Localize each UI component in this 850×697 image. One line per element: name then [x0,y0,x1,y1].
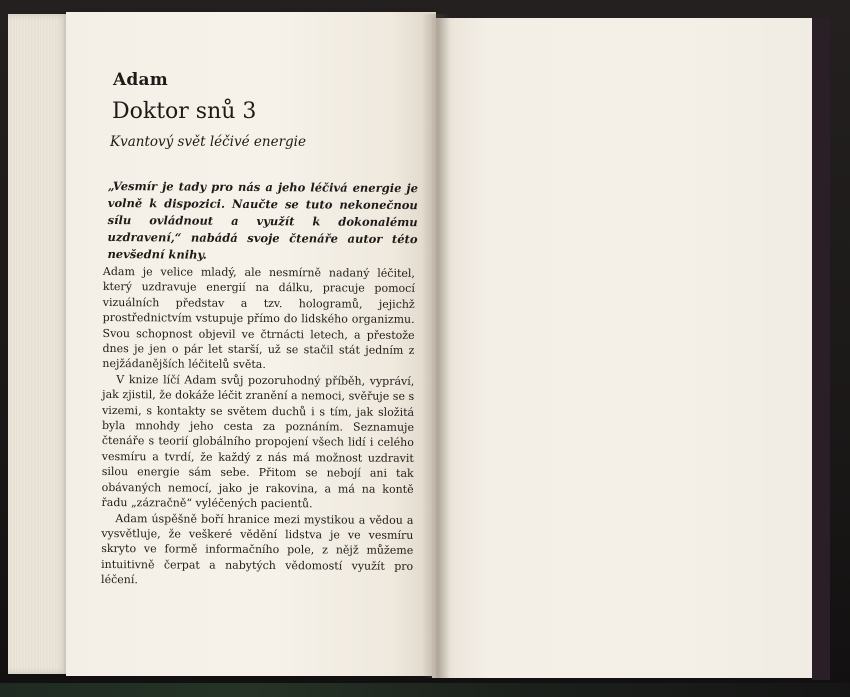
book-cover-edge [812,18,830,680]
book-author: Adam [113,70,168,90]
page-stack-edge [8,14,70,674]
body-paragraph: V knize líčí Adam svůj pozoruhodný příběh, vypráví, jak zjistil, že dokáže léčit zranění a nemoci, svěřuje se s vizemi, s kontakty se světem duchů i s tím, jak složitá byla mnohdy jeho cesta za poznáním. Seznamuje čtenáře s teorií globálního propojení všech lidí i celého vesmíru a tvrdí, že každý z nás má možnost uzdravit silou energie sám sebe. Přitom se nebojí ani tak obávaných nemocí, jako je rakovina, a má na kontě řadu „zázračně“ vyléčených pacientů. [101,372,415,511]
blurb-quote: „Vesmír je tady pro nás a jeho léčivá energie je volně k dispozici. Naučte se tuto nekonečnou sílu ovládnout a využít k dokonalému uzdravení,“ nabádá svoje čtenáře autor této nevšední knihy. [107,178,418,262]
table-surface [0,683,850,697]
body-paragraph: Adam je velice mladý, ale nesmírně nadaný léčitel, který uzdravuje energií na dálku, pracuje pomocí vizuálních představ a tzv. hologramů, jejichž prostřednictvím vstupuje přímo do lidského organizmu. Svou schopnost objevil ve čtrnácti letech, a přestože dnes je jen o pár let starší, už se stačil stát jedním z nejžádanějších léčitelů světa. [102,264,415,372]
body-paragraph: Adam úspěšně boří hranice mezi mystikou a vědou a vysvětluje, že veškeré vědění lidstva je ve vesmíru skryto ve formě informačního pole, z nějž můžeme intuitivně čerpat a nabytých vědomostí využít pro léčení. [101,511,414,587]
blurb-body [101,264,415,589]
book-gutter [422,14,450,678]
book-title: Doktor snů 3 [112,99,257,124]
book-subtitle: Kvantový svět léčivé energie [110,134,306,150]
right-page-blank [432,18,812,678]
